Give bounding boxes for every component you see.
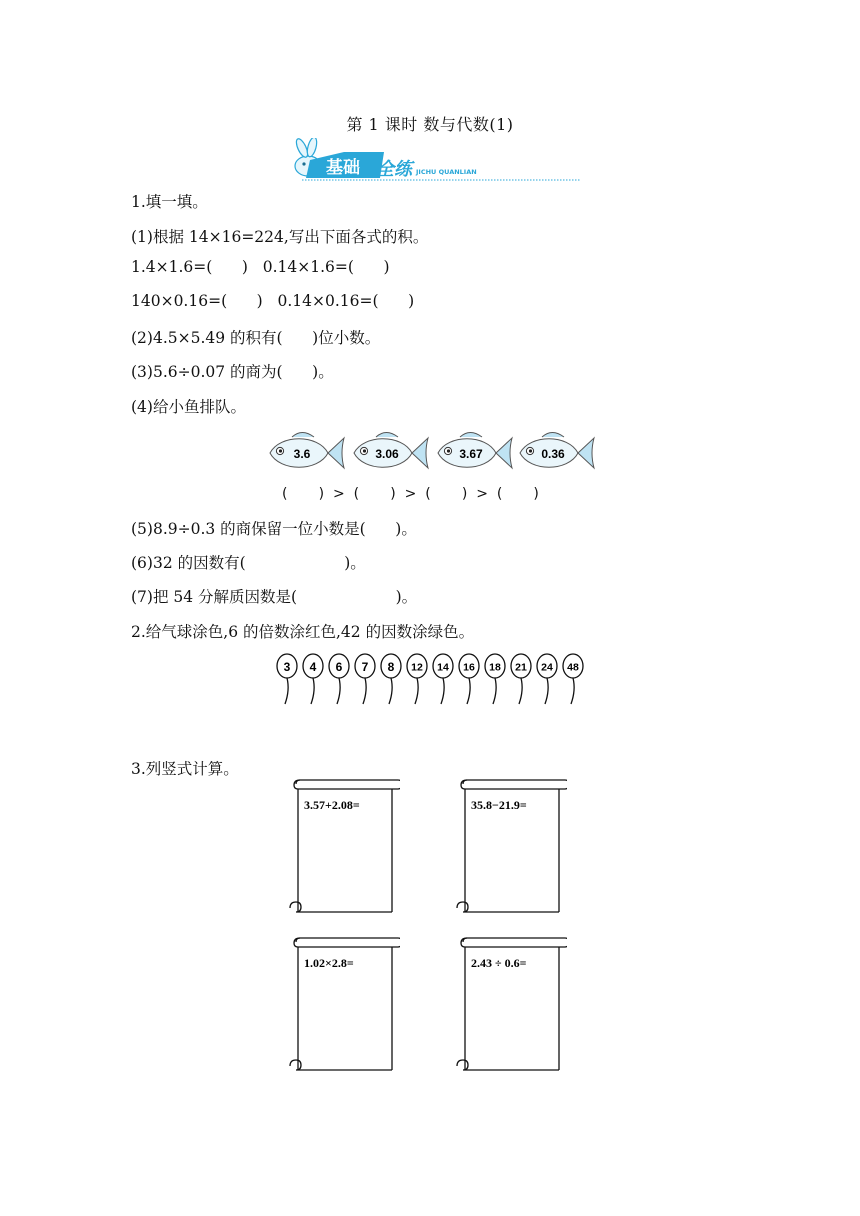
balloon-icon: [381, 654, 401, 704]
scroll-card-1: [288, 778, 400, 916]
q1-part7: (7)把 54 分解质因数是( )。: [131, 588, 418, 606]
svg-text:48: 48: [567, 661, 579, 674]
fish-row: [266, 428, 596, 478]
svg-text:全练: 全练: [376, 159, 412, 180]
svg-text:18: 18: [489, 661, 501, 674]
scroll-card-2: [455, 778, 567, 916]
balloon-icon: [407, 654, 427, 704]
balloon-icon: [537, 654, 557, 704]
svg-text:24: 24: [541, 661, 553, 674]
fish-icon: [520, 433, 594, 469]
svg-text:7: 7: [361, 660, 369, 674]
balloon-icon: [355, 654, 375, 704]
svg-text:14: 14: [437, 661, 449, 674]
page-title: 第 1 课时 数与代数(1): [346, 115, 514, 134]
problem-label: 1.02×2.8=: [304, 956, 354, 970]
fish-icon: [438, 433, 512, 469]
scroll-card-4: [455, 936, 567, 1074]
q3-heading: 3.列竖式计算。: [131, 760, 239, 778]
q1-heading: 1.填一填。: [131, 193, 208, 211]
problem-label: 35.8−21.9=: [471, 798, 527, 812]
section-banner: [282, 138, 582, 184]
svg-text:4: 4: [309, 660, 317, 674]
svg-text:JICHU QUANLIAN: JICHU QUANLIAN: [416, 168, 477, 176]
fish-order-blanks: ( ) > ( ) > ( ) > ( ): [282, 486, 539, 502]
svg-text:3: 3: [283, 660, 291, 674]
q1-part1-line1: 1.4×1.6=( ) 0.14×1.6=( ): [131, 258, 390, 276]
svg-text:基础: 基础: [326, 158, 360, 178]
svg-text:6: 6: [335, 660, 343, 674]
q2-heading: 2.给气球涂色,6 的倍数涂红色,42 的因数涂绿色。: [131, 623, 475, 641]
q1-part5: (5)8.9÷0.3 的商保留一位小数是( )。: [131, 520, 417, 538]
q1-part4: (4)给小鱼排队。: [131, 398, 246, 416]
fish-value: 3.6: [293, 447, 311, 461]
balloon-icon: [563, 654, 583, 704]
fish-icon: [270, 433, 344, 469]
fish-value: 3.06: [375, 447, 399, 461]
q1-part2: (2)4.5×5.49 的积有( )位小数。: [131, 329, 381, 347]
fish-value: 0.36: [541, 447, 565, 461]
svg-text:16: 16: [463, 661, 475, 674]
balloon-icon: [329, 654, 349, 704]
svg-text:21: 21: [515, 661, 527, 674]
balloon-row: [274, 652, 586, 708]
q1-part1-line2: 140×0.16=( ) 0.14×0.16=( ): [131, 292, 415, 310]
balloon-icon: [303, 654, 323, 704]
balloon-icon: [511, 654, 531, 704]
balloon-icon: [277, 654, 297, 704]
q1-part1-intro: (1)根据 14×16=224,写出下面各式的积。: [131, 228, 429, 246]
svg-text:12: 12: [411, 661, 423, 674]
svg-text:8: 8: [387, 660, 395, 674]
balloon-icon: [459, 654, 479, 704]
problem-label: 2.43 ÷ 0.6=: [471, 956, 527, 970]
fish-value: 3.67: [459, 447, 483, 461]
problem-label: 3.57+2.08=: [304, 798, 360, 812]
fish-icon: [354, 433, 428, 469]
balloon-icon: [485, 654, 505, 704]
balloon-icon: [433, 654, 453, 704]
q1-part6: (6)32 的因数有( )。: [131, 554, 366, 572]
scroll-card-3: [288, 936, 400, 1074]
q1-part3: (3)5.6÷0.07 的商为( )。: [131, 363, 334, 381]
